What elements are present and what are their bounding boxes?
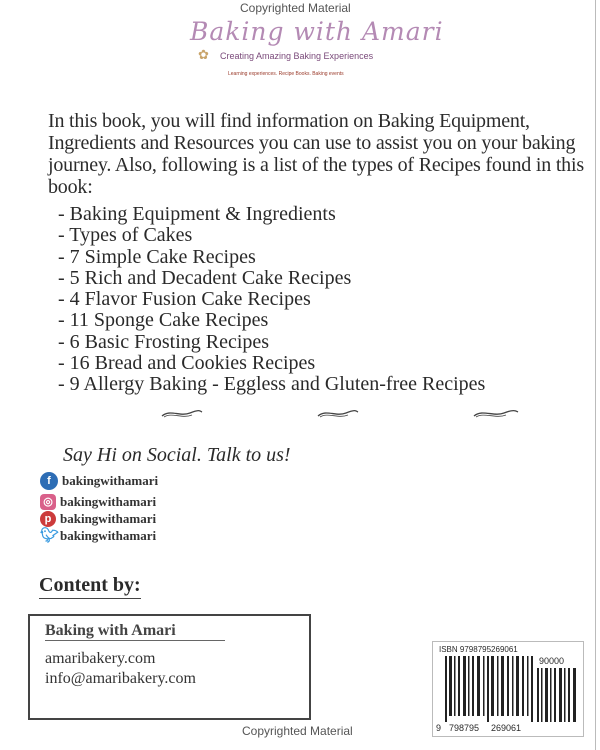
logo-tagline: Creating Amazing Baking Experiences <box>220 51 374 61</box>
social-handle: bakingwithamari <box>62 473 159 488</box>
twitter-icon: 🐦︎ <box>40 527 60 544</box>
social-instagram[interactable] <box>40 494 156 510</box>
isbn-label: ISBN 9798795269061 <box>439 645 518 654</box>
contact-website[interactable]: amaribakery.com <box>45 650 156 667</box>
addon-barcode-bars <box>537 668 577 722</box>
list-item: - 16 Bread and Cookies Recipes <box>58 352 316 375</box>
barcode-digit-first: 9 <box>436 723 442 733</box>
intro-paragraph: In this book, you will find information on Baking Equipment, Ingredients and Resources you can use to assist you on your baking journey. Also, following is a list of the types of Recipes found in this book: <box>48 110 584 198</box>
social-twitter[interactable] <box>40 528 156 544</box>
list-item: - 7 Simple Cake Recipes <box>58 245 256 268</box>
barcode-digits-last: 269061 <box>491 723 522 733</box>
recipe-list <box>58 204 598 396</box>
social-facebook[interactable] <box>40 472 158 490</box>
barcode-bars <box>445 656 535 722</box>
social-heading: Say Hi on Social. Talk to us! <box>63 444 291 466</box>
instagram-icon: ◎ <box>40 494 56 510</box>
list-item: - 4 Flavor Fusion Cake Recipes <box>58 288 311 311</box>
list-item: - Types of Cakes <box>58 224 193 247</box>
social-handle: bakingwithamari <box>60 528 157 543</box>
ornament-dividers <box>160 409 520 419</box>
price-code: 90000 <box>539 656 565 666</box>
list-item: - 5 Rich and Decadent Cake Recipes <box>58 266 352 289</box>
isbn-barcode <box>432 641 584 737</box>
main-content <box>48 110 598 419</box>
list-item: - 9 Allergy Baking - Eggless and Gluten-free Recipes <box>58 373 486 396</box>
logo-sub-tagline: Learning experiences. Recipe Books. Baking events <box>228 71 344 77</box>
social-handle: bakingwithamari <box>60 494 157 509</box>
barcode-digits-mid: 798795 <box>449 723 480 733</box>
facebook-icon: f <box>40 472 58 490</box>
cupcake-icon: ✿ <box>198 47 209 62</box>
list-item: - 11 Sponge Cake Recipes <box>58 309 269 332</box>
flourish-icon <box>160 409 204 419</box>
pinterest-icon: p <box>40 511 56 527</box>
content-by-heading: Content by: <box>39 574 141 599</box>
contact-box <box>28 614 311 720</box>
list-item: - 6 Basic Frosting Recipes <box>58 330 270 353</box>
logo-text: Baking with Amari <box>190 17 444 46</box>
flourish-icon <box>472 409 520 419</box>
social-handle: bakingwithamari <box>60 511 157 526</box>
contact-email[interactable]: info@amaribakery.com <box>45 670 196 687</box>
flourish-icon <box>316 409 360 419</box>
list-item: - Baking Equipment & Ingredients <box>58 203 336 225</box>
watermark-top: Copyrighted Material <box>240 1 351 15</box>
watermark-bottom: Copyrighted Material <box>242 724 353 738</box>
social-pinterest[interactable] <box>40 511 156 527</box>
contact-name: Baking with Amari <box>45 622 225 641</box>
